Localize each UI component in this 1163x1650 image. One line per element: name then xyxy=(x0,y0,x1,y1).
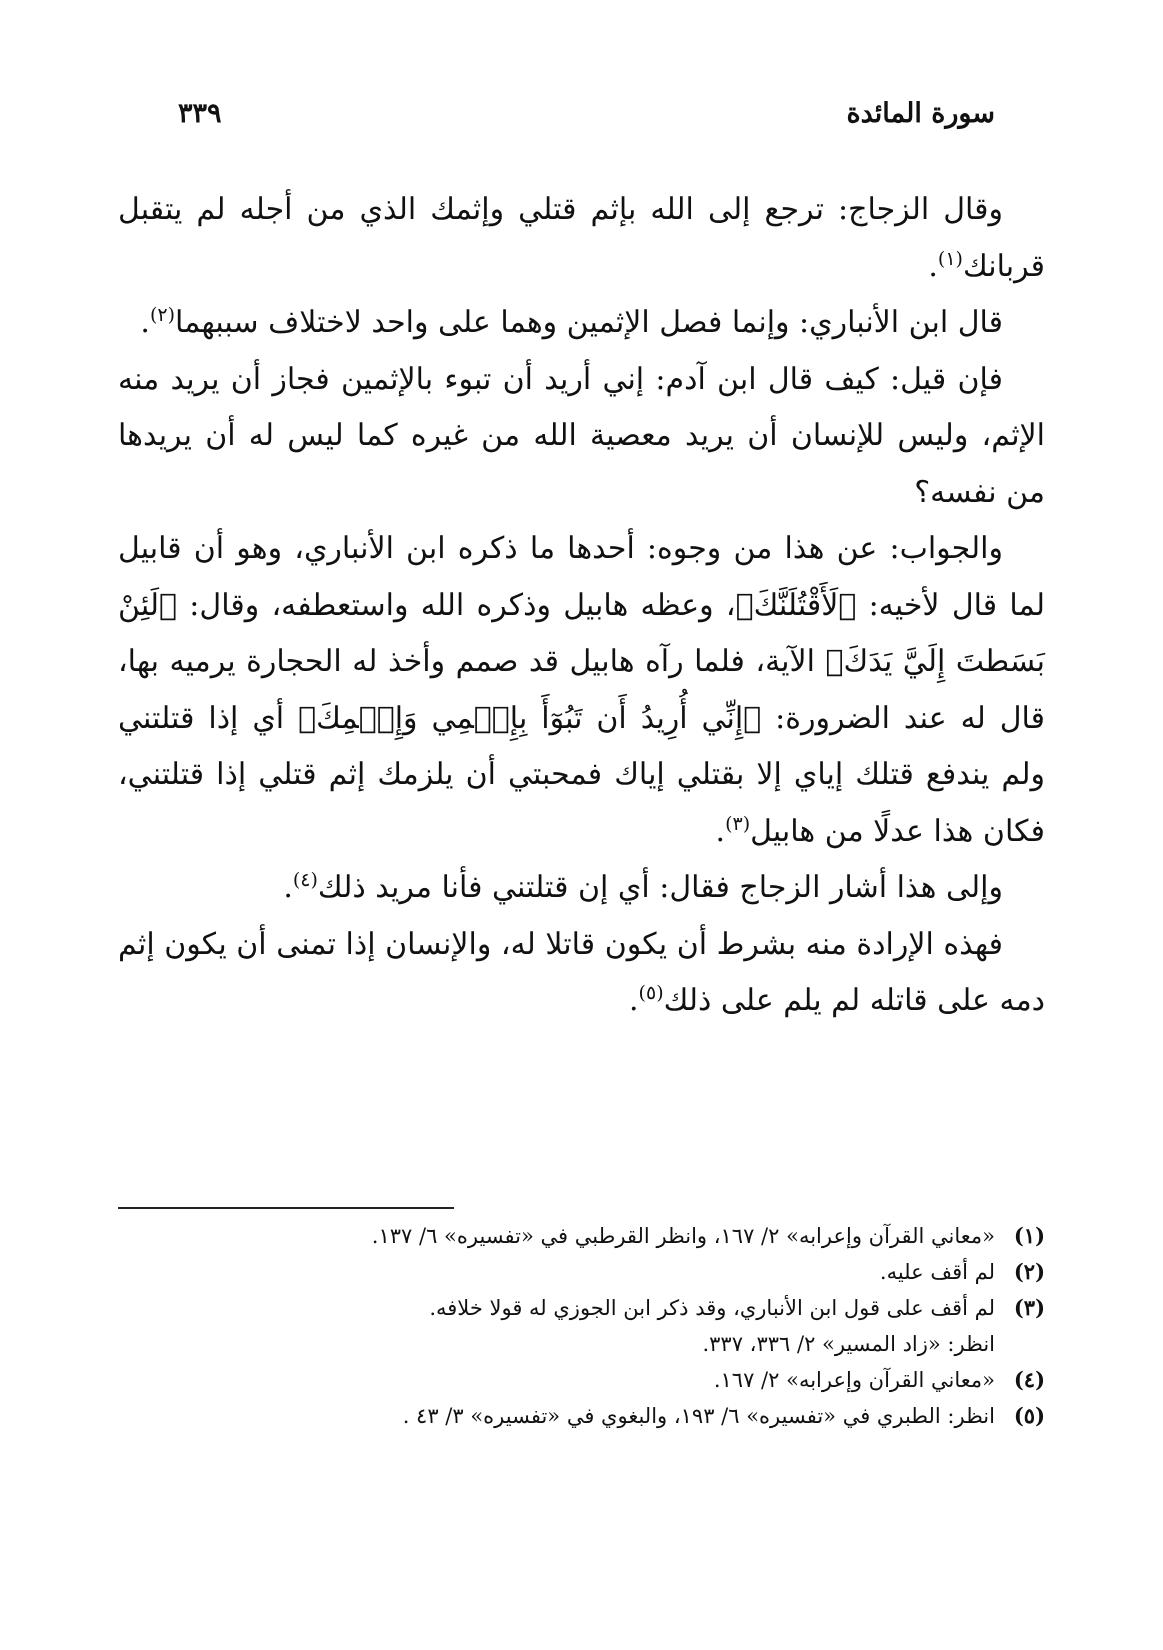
footnote-number: (٢) xyxy=(1013,1259,1045,1284)
paragraph-conclusion: فهذه الإرادة منه بشرط أن يكون قاتلا له، والإنسان إذا تمنى أن يكون إثم دمه على قاتله لم يلم على ذلك$^{(٥)}$. xyxy=(118,926,1045,1018)
footnote-ref: (٤) xyxy=(292,869,318,891)
footnote-ref: (٥) xyxy=(638,982,664,1004)
footnote-text: لم أقف عليه. xyxy=(879,1260,995,1284)
footnote-ref: (٣) xyxy=(725,812,751,835)
page-header xyxy=(168,98,995,142)
footnote-text: انظر: الطبري في «تفسيره» ٦/ ١٩٣، والبغوي في «تفسيره» ٣/ ٤٣ . xyxy=(402,1404,995,1428)
footnote-item xyxy=(130,1218,1045,1254)
paragraph-question: فإن قيل: كيف قال ابن آدم: إني أريد أن تبوء بالإثمين فجاز أن يريد منه الإثم، وليس للإنسان أن يريد معصية الله من غيره كما ليس له أن يريدها من نفسه؟ xyxy=(118,361,1045,510)
footnote-divider xyxy=(118,1207,454,1209)
paragraph-answer: والجواب: عن هذا من وجوه: أحدها ما ذكره ابن الأنباري، وهو أن قابيل لما قال لأخيه: ﴿لَأَقْتُلَنَّكَ﴾، وعظه هابيل وذكره الله واستعطفه، وقال: ﴿لَئِنْ بَسَطتَ إِلَيَّ يَدَكَ﴾ الآية، فلما رآه هابيل قد صمم وأخذ له الحجارة يرميه بها، قال له عند الضرورة: ﴿إِنِّي أُرِيدُ أَن تَبُوٓأَ بِإِثۡمِي وَإِثۡمِكَ﴾ أي إذا قتلتني ولم يندفع قتلك إياي إلا بقتلي إياك فمحبتي أن يلزمك إثم قتلي إذا قتلتني، فكان هذا عدلًا من هابيل$^{(٣)}$. xyxy=(118,531,1045,849)
page-number: ٣٣٩ xyxy=(178,98,222,129)
footnotes xyxy=(130,1218,1045,1434)
footnote-number: (٥) xyxy=(1013,1403,1045,1428)
footnote-text: لم أقف على قول ابن الأنباري، وقد ذكر ابن الجوزي له قولا خلافه. xyxy=(429,1296,995,1320)
paragraph-zajjaj: وقال الزجاج: ترجع إلى الله بإثم قتلي وإثمك الذي من أجله لم يتقبل قربانك$^{(١)}$. xyxy=(118,192,1045,284)
footnote-number: (١) xyxy=(1013,1223,1045,1248)
footnote-item xyxy=(130,1254,1045,1290)
footnote-item xyxy=(130,1362,1045,1398)
footnote-ref: (١) xyxy=(937,247,963,270)
footnote-number: (٣) xyxy=(1013,1295,1045,1320)
footnote-continuation: انظر: «زاد المسير» ٢/ ٣٣٦، ٣٣٧. xyxy=(702,1332,995,1356)
paragraph-zajjaj-2: وإلى هذا أشار الزجاج فقال: أي إن قتلتني فأنا مريد ذلك$^{(٤)}$. xyxy=(283,869,1003,905)
footnote-number: (٤) xyxy=(1013,1367,1045,1392)
main-text xyxy=(118,182,1045,1030)
footnote-text: «معاني القرآن وإعرابه» ٢/ ١٦٧. xyxy=(713,1368,995,1392)
footnote-text: «معاني القرآن وإعرابه» ٢/ ١٦٧، وانظر القرطبي في «تفسيره» ٦/ ١٣٧. xyxy=(371,1224,995,1248)
paragraph-anbari: قال ابن الأنباري: وإنما فصل الإثمين وهما على واحد لاختلاف سببهما$^{(٢)}$. xyxy=(140,304,1003,340)
surah-title: سورة المائدة xyxy=(846,98,995,129)
footnote-ref: (٢) xyxy=(149,304,175,326)
footnote-item xyxy=(130,1290,1045,1362)
footnote-item xyxy=(130,1398,1045,1434)
